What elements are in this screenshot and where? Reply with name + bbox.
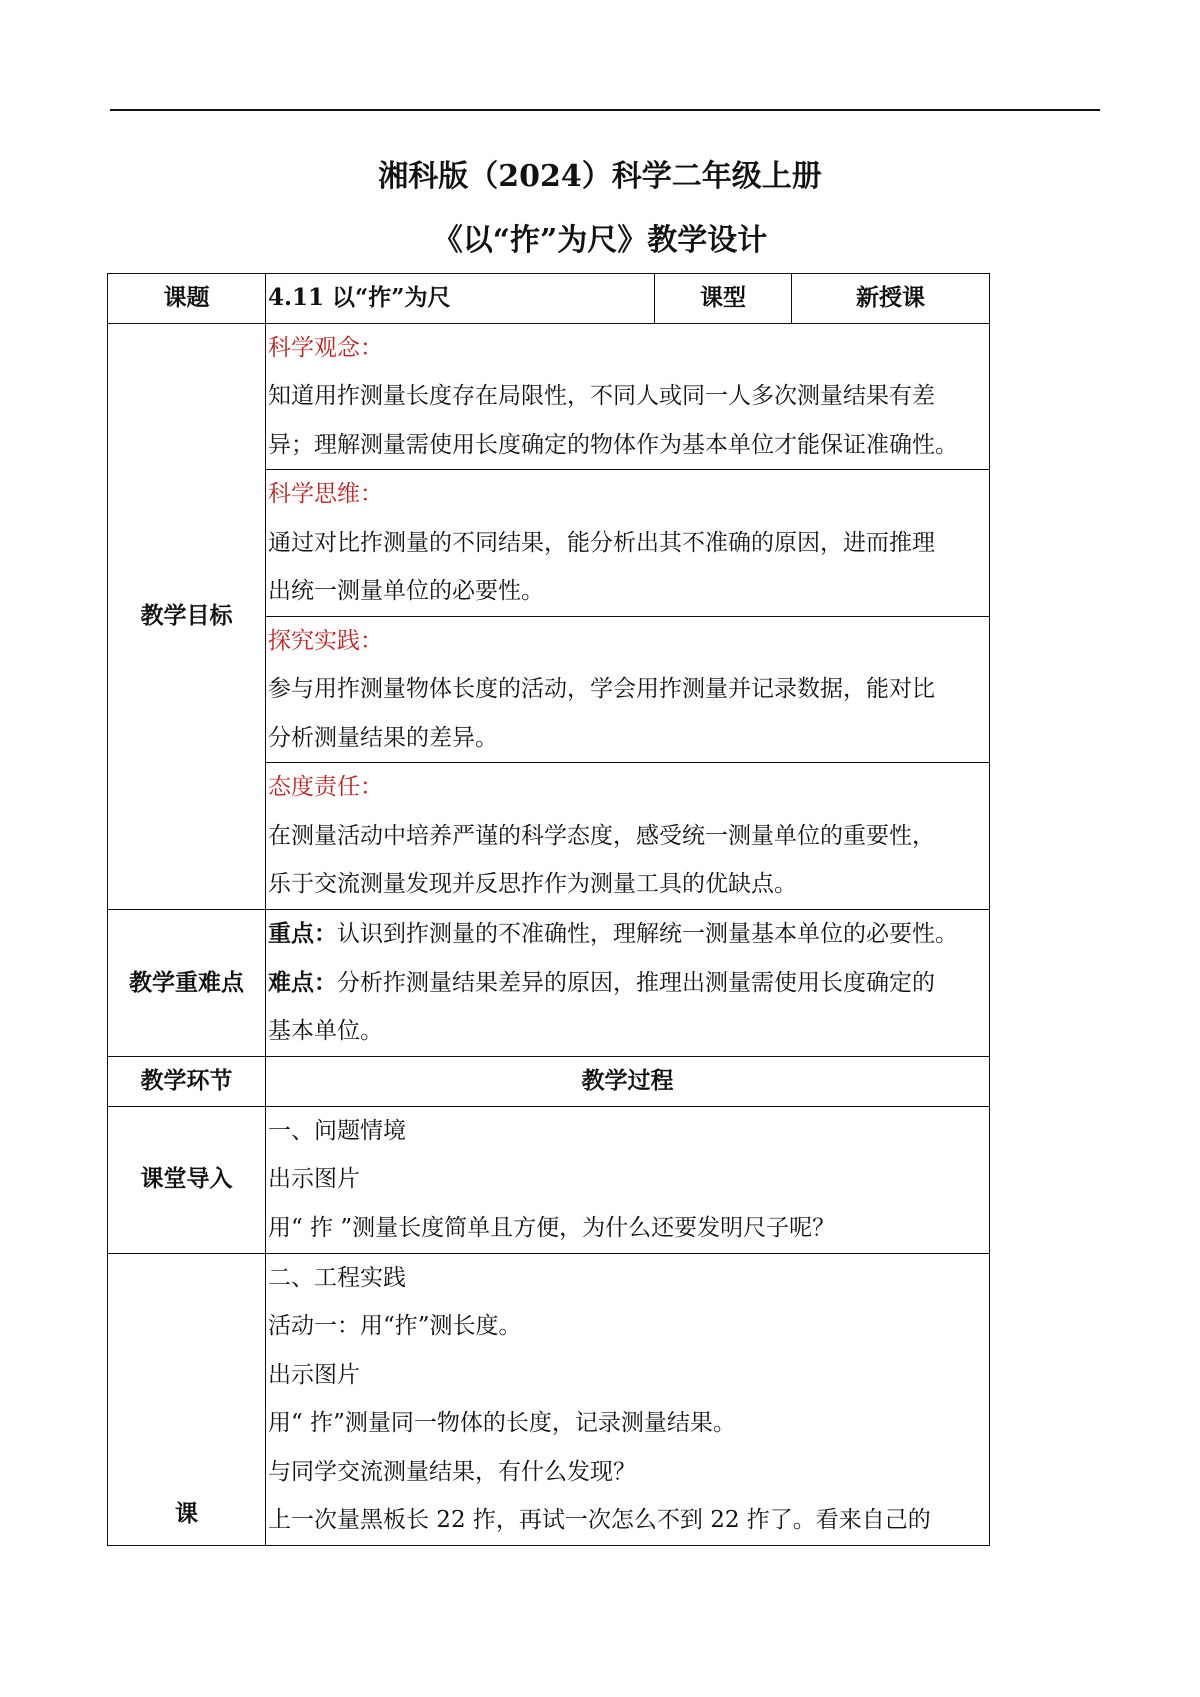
intro-row [108,1106,990,1253]
header-rule [110,109,1100,111]
difficulty-label: 难点： [268,968,337,996]
objectives-label: 教学目标 [108,323,266,910]
lesson-cell [266,1253,990,1545]
objective-heading: 态度责任： [268,774,383,801]
objective-line: 参与用拃测量物体长度的活动，学会用拃测量并记录数据，能对比 [268,676,935,702]
objective-cell [266,616,990,763]
lesson-line: 上一次量黑板长 22 拃，再试一次怎么不到 22 拃了。看来自己的 [268,1507,931,1533]
lesson-line: 用“ 拃”测量同一物体的长度，记录测量结果。 [268,1410,736,1436]
objective-cell [266,763,990,910]
objective-cell [266,323,990,470]
intro-line: 一、问题情境 [268,1117,406,1144]
objective-line: 出统一测量单位的必要性。 [268,578,544,604]
intro-cell [266,1106,990,1253]
type-label: 课型 [655,274,792,324]
process-header-row [108,1057,990,1107]
intro-label: 课堂导入 [108,1106,266,1253]
key-points-row [108,910,990,1057]
info-row [108,274,990,324]
objective-line: 通过对比拃测量的不同结果，能分析出其不准确的原因，进而推理 [268,529,935,556]
key-points-cell [266,910,990,1057]
lesson-line: 出示图片 [268,1361,360,1388]
difficulty-line [268,959,987,1008]
focus-label: 重点： [268,920,337,948]
lesson-line: 活动一：用“拃”测长度。 [268,1313,522,1339]
focus-text: 认识到拃测量的不准确性，理解统一测量基本单位的必要性。 [337,921,958,948]
objective-row-1 [108,323,990,470]
difficulty-line-continued: 基本单位。 [268,1018,383,1045]
objective-line: 在测量活动中培养严谨的科学态度，感受统一测量单位的重要性， [268,822,935,849]
objective-heading: 科学观念： [268,334,383,361]
objective-line: 乐于交流测量发现并反思拃作为测量工具的优缺点。 [268,871,797,898]
objective-heading: 探究实践： [268,627,383,654]
topic-label: 课题 [108,274,266,324]
lesson-label: 课 [108,1253,266,1545]
lesson-line: 二、工程实践 [268,1264,406,1291]
objective-cell [266,470,990,617]
type-value: 新授课 [792,274,990,324]
key-points-label: 教学重难点 [108,910,266,1057]
lesson-row [108,1253,990,1545]
objective-heading: 科学思维： [268,481,383,507]
difficulty-text: 分析拃测量结果差异的原因，推理出测量需使用长度确定的 [337,969,935,996]
intro-line: 用“ 拃 ”测量长度简单且方便，为什么还要发明尺子呢？ [268,1214,836,1241]
document-title: 湘科版（2024）科学二年级上册 [378,159,822,194]
stage-label: 教学环节 [108,1057,266,1107]
process-label: 教学过程 [266,1057,990,1107]
objective-line: 分析测量结果的差异。 [268,724,498,751]
intro-line: 出示图片 [268,1166,360,1193]
document-subtitle: 《以“拃”为尺》教学设计 [432,223,768,258]
lesson-plan-table [107,273,990,1546]
topic-value: 4.11 以“拃”为尺 [266,274,655,324]
lesson-line: 与同学交流测量结果，有什么发现？ [268,1458,636,1485]
objective-line: 异；理解测量需使用长度确定的物体作为基本单位才能保证准确性。 [268,431,958,458]
objective-line: 知道用拃测量长度存在局限性，不同人或同一人多次测量结果有差 [268,383,935,409]
focus-line [268,910,987,959]
